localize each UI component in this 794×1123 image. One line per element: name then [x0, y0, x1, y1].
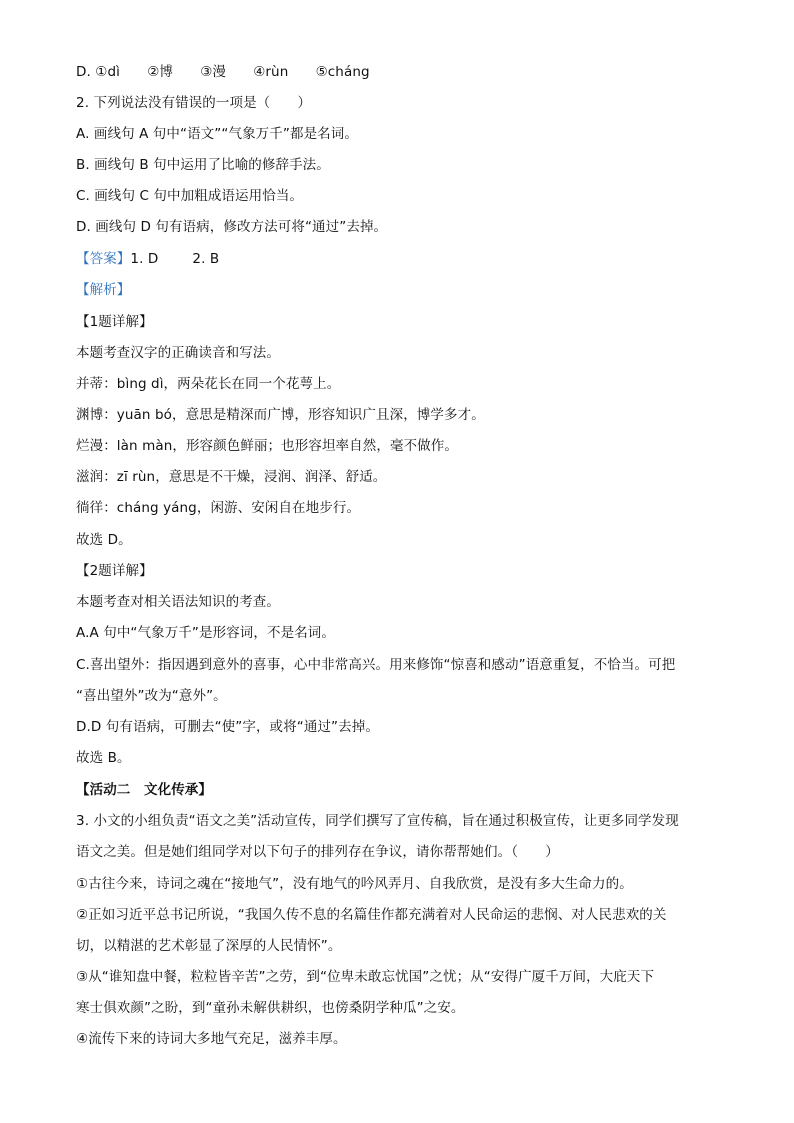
detail-1-intro: 本题考查汉字的正确读音和写法。: [76, 345, 280, 361]
q2-stem: 2. 下列说法没有错误的一项是（ ）: [76, 95, 312, 111]
q2-option-a: A. 画线句 A 句中“语文”“气象万千”都是名词。: [76, 126, 358, 142]
q2-option-b: B. 画线句 B 句中运用了比喻的修辞手法。: [76, 157, 330, 173]
analysis-tag: 【解析】: [76, 282, 131, 298]
detail-1-word-1: 并蒂：bìng dì，两朵花长在同一个花萼上。: [76, 376, 341, 392]
sentence-3-line-2: 寒士俱欢颜”之盼，到“童孙未解供耕织，也傍桑阴学种瓜”之安。: [76, 1000, 465, 1016]
detail-2-intro: 本题考查对相关语法知识的考查。: [76, 594, 280, 610]
q3-stem-line-2: 语文之美。但是她们组同学对以下句子的排列存在争议，请你帮帮她们。（ ）: [76, 844, 559, 860]
sentence-2-line-1: ②正如习近平总书记所说，“我国久传不息的名篇佳作都充满着对人民命运的悲悯、对人民悲欢的关: [76, 907, 667, 923]
answer-1: 1. D: [130, 251, 159, 267]
detail-2-c-line-1: C.喜出望外：指因遇到意外的喜事，心中非常高兴。用来修饰“惊喜和感动”语意重复，不恰当。可把: [76, 657, 676, 673]
detail-2-conclusion: 故选 B。: [76, 750, 131, 766]
detail-1-word-2: 渊博：yuān bó，意思是精深而广博，形容知识广且深，博学多才。: [76, 407, 485, 423]
q2-option-c: C. 画线句 C 句中加粗成语运用恰当。: [76, 188, 304, 204]
sentence-2-line-2: 切，以精湛的艺术彰显了深厚的人民情怀”。: [76, 938, 342, 954]
q2-option-d: D. 画线句 D 句有语病，修改方法可将“通过”去掉。: [76, 219, 388, 235]
detail-2-a: A.A 句中“气象万千”是形容词，不是名词。: [76, 625, 336, 641]
detail-2-c-line-2: “喜出望外”改为“意外”。: [76, 688, 227, 704]
answer-line: [76, 249, 219, 269]
detail-1-word-5: 徜徉：cháng yáng，闲游、安闲自在地步行。: [76, 500, 361, 516]
detail-1-conclusion: 故选 D。: [76, 532, 132, 548]
detail-2-d: D.D 句有语病，可删去“使”字，或将“通过”去掉。: [76, 719, 379, 735]
sentence-4: ④流传下来的诗词大多地气充足，滋养丰厚。: [76, 1031, 347, 1047]
activity-2-heading: 【活动二 文化传承】: [76, 782, 212, 798]
sentence-3-line-1: ③从“谁知盘中餐，粒粒皆辛苦”之劳，到“位卑未敢忘忧国”之忧；从“安得广厦千万间，大庇天下: [76, 969, 655, 985]
answer-2: 2. B: [192, 251, 220, 267]
sentence-1: ①古往今来，诗词之魂在“接地气”，没有地气的吟风弄月、自我欣赏，是没有多大生命力的。: [76, 876, 633, 892]
answer-tag: 【答案】: [76, 251, 131, 267]
detail-1-word-4: 滋润：zī rùn，意思是不干燥，浸润、润泽、舒适。: [76, 469, 387, 485]
detail-1-tag: 【1题详解】: [76, 314, 153, 330]
detail-2-tag: 【2题详解】: [76, 563, 153, 579]
q1-option-d: D. ①dì ②博 ③漫 ④rùn ⑤cháng: [76, 64, 370, 80]
q3-stem-line-1: 3. 小文的小组负责“语文之美”活动宣传，同学们撰写了宣传稿，旨在通过积极宣传，让更多同学发现: [76, 813, 679, 829]
detail-1-word-3: 烂漫：làn màn，形容颜色鲜丽；也形容坦率自然，毫不做作。: [76, 438, 458, 454]
